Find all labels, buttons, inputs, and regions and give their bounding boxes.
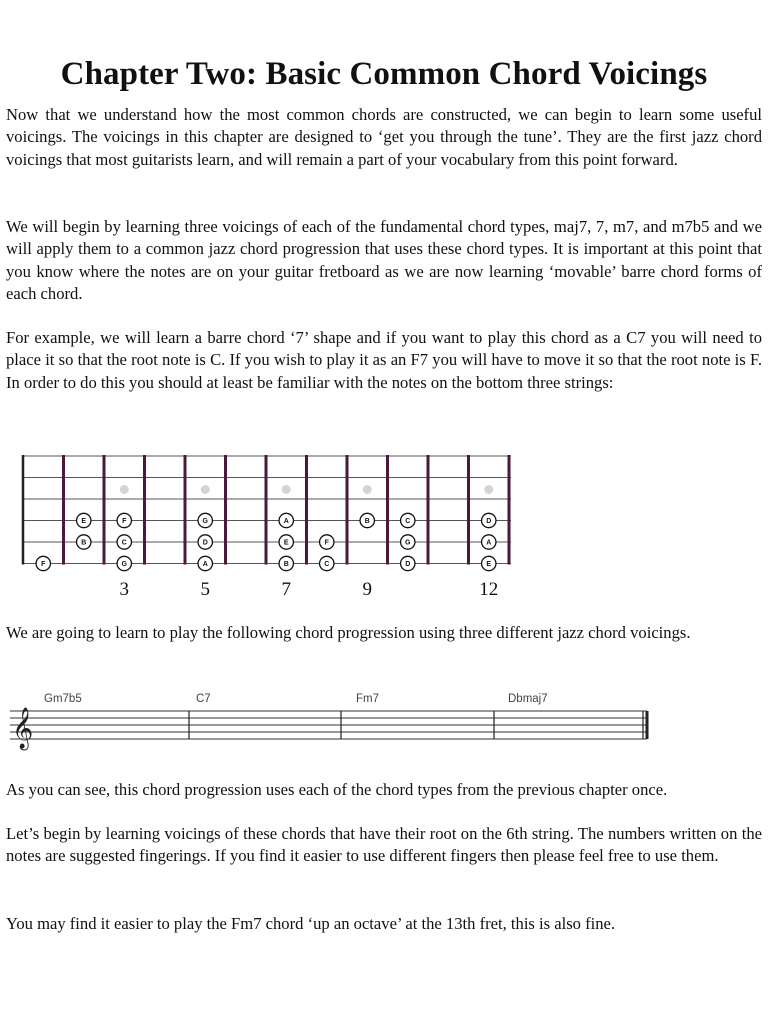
note-label: A	[283, 518, 289, 526]
chapter-title: Chapter Two: Basic Common Chord Voicings	[60, 56, 708, 92]
note-label: C	[405, 518, 411, 526]
note-label: F	[41, 561, 46, 569]
note-marker	[77, 535, 91, 549]
barre-example-paragraph: For example, we will learn a barre chord ‘7’ shape and if you want to play this chord as a C7 you will need to place it so that the root note is C. If you wish to play it as an F7 you will have to move it so that the root note is F. In order to do this you should at least be familiar with the notes on the bottom three strings:	[6, 328, 762, 392]
chord-types-usage-paragraph: As you can see, this chord progression uses each of the chord types from the previous chapter once.	[6, 780, 668, 799]
note-marker	[77, 513, 91, 527]
note-label: D	[202, 539, 208, 547]
note-label: G	[121, 561, 127, 569]
fm7-octave-paragraph: You may find it easier to play the Fm7 chord ‘up an octave’ at the 13th fret, this is also fine.	[6, 914, 616, 933]
chord-symbol: Dbmaj7	[508, 693, 548, 705]
note-label: E	[81, 518, 87, 526]
intro-paragraph: Now that we understand how the most common chords are constructed, we can begin to learn some useful voicings. The voicings in this chapter are designed to ‘get you through the tune’. They are the first jazz chord voicings that most guitarists learn, and will remain a part of your vocabulary from this point forward.	[6, 105, 762, 169]
note-marker	[320, 556, 334, 570]
note-marker	[117, 535, 131, 549]
note-label: F	[122, 518, 127, 526]
fret-inlay-dot	[120, 485, 129, 494]
fret-inlay-dot	[282, 485, 291, 494]
chord-progression-staff	[6, 685, 651, 755]
note-marker	[482, 556, 496, 570]
chord-symbol: Gm7b5	[44, 693, 82, 705]
fret-number-label: 3	[119, 579, 129, 600]
note-marker	[117, 556, 131, 570]
fret-inlay-dot	[363, 485, 372, 494]
fret-inlay-dot	[484, 485, 493, 494]
note-label: G	[202, 518, 208, 526]
note-marker	[36, 556, 50, 570]
note-label: A	[202, 561, 208, 569]
chord-symbol: C7	[196, 693, 211, 705]
note-marker	[482, 535, 496, 549]
note-label: E	[486, 561, 492, 569]
progression-intro-paragraph: We are going to learn to play the following chord progression using three different jazz chord voicings.	[6, 623, 691, 642]
note-marker	[198, 556, 212, 570]
fret-number-label: 7	[281, 579, 291, 600]
fret-number-label: 12	[479, 579, 499, 600]
chord-symbol: Fm7	[356, 693, 379, 705]
note-label: D	[486, 518, 492, 526]
note-label: B	[283, 561, 289, 569]
note-marker	[482, 513, 496, 527]
note-label: G	[405, 539, 411, 547]
note-marker	[401, 535, 415, 549]
note-marker	[198, 535, 212, 549]
note-marker	[401, 556, 415, 570]
root-sixth-string-paragraph: Let’s begin by learning voicings of these chords that have their root on the 6th string. The numbers written on the notes are suggested fingerings. If you find it easier to use different fingers then please feel free to use them.	[6, 824, 762, 866]
note-label: C	[121, 539, 127, 547]
fretboard-diagram	[6, 418, 516, 603]
fretboard-svg	[6, 418, 516, 603]
note-marker	[401, 513, 415, 527]
note-label: C	[324, 561, 330, 569]
treble-clef: 𝄞	[12, 708, 34, 748]
note-label: A	[486, 539, 492, 547]
note-label: D	[405, 561, 411, 569]
note-label: E	[283, 539, 289, 547]
note-marker	[360, 513, 374, 527]
fret-inlay-dot	[201, 485, 210, 494]
fret-number-label: 9	[362, 579, 372, 600]
note-label: B	[364, 518, 370, 526]
note-marker	[198, 513, 212, 527]
note-marker	[279, 535, 293, 549]
chord-types-paragraph: We will begin by learning three voicings of each of the fundamental chord types, maj7, 7, m7, and m7b5 and we will apply them to a common jazz chord progression that uses these chord types. It is important at this point that you know where the notes are on your guitar fretboard as we are now learning ‘movable’ barre chord forms of each chord.	[6, 217, 762, 303]
note-marker	[279, 556, 293, 570]
fret-number-label: 5	[200, 579, 210, 600]
note-marker	[320, 535, 334, 549]
note-label: F	[324, 539, 329, 547]
staff-svg	[6, 685, 651, 755]
note-marker	[117, 513, 131, 527]
note-label: B	[81, 539, 87, 547]
note-marker	[279, 513, 293, 527]
